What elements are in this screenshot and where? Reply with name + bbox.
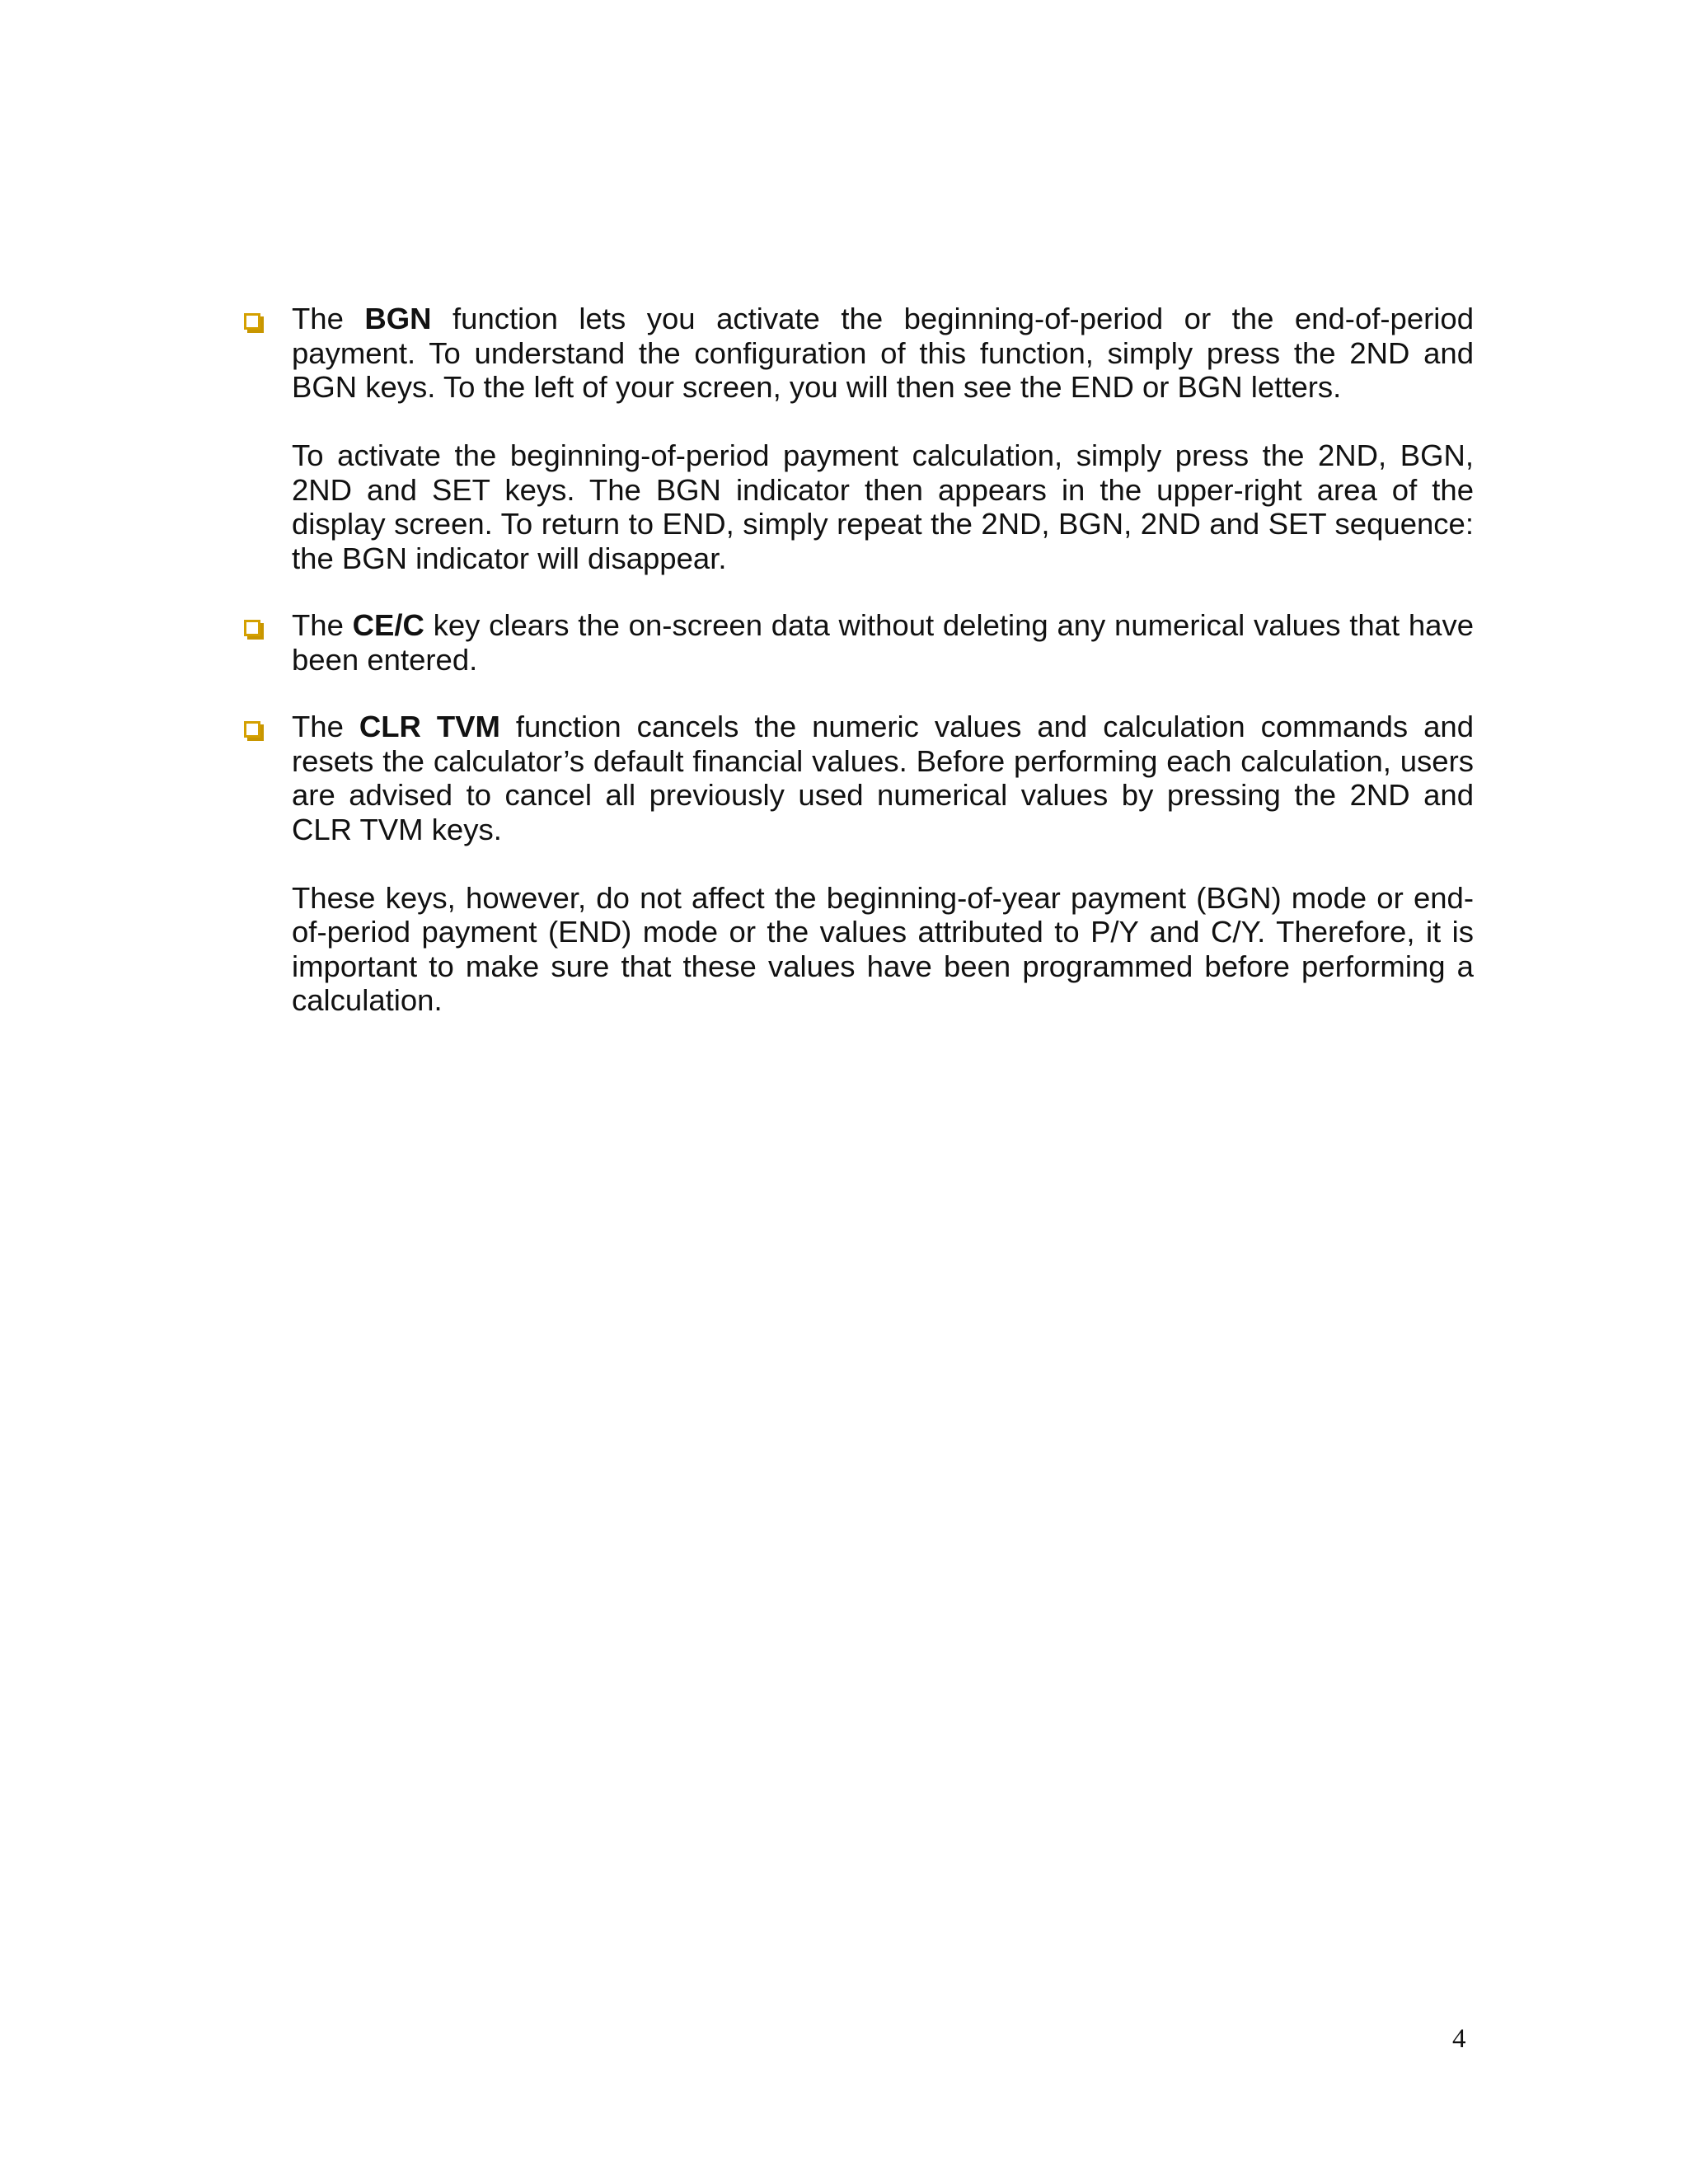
paragraph-text: function cancels the numeric values and calculation commands and resets the calculator’s default financial values. Before performing each calculation, users are advised to cancel all previously used numerical values by pressing the 2ND and CLR TVM keys.	[292, 710, 1474, 846]
bullet-item-clr-tvm	[241, 710, 1474, 1018]
bullet-item-bgn	[241, 302, 1474, 575]
bold-term: CLR TVM	[359, 710, 500, 743]
paragraph	[292, 710, 1474, 846]
bold-term: CE/C	[352, 608, 424, 642]
paragraph: To activate the beginning-of-period payment calculation, simply press the 2ND, BGN, 2ND and SET keys. The BGN indicator then appears in the upper-right area of the display screen. To return to END, simply repeat the 2ND, BGN, 2ND and SET sequence: the BGN indicator will disappear.	[292, 438, 1474, 575]
paragraph-text: The	[292, 608, 353, 642]
paragraph-text: key clears the on-screen data without deleting any numerical values that have been entered.	[292, 608, 1474, 677]
paragraph-text: function lets you activate the beginning-of-period or the end-of-period payment. To understand the configuration of this function, simply press the 2ND and BGN keys. To the left of your screen, you will then see the END or BGN letters.	[292, 302, 1474, 404]
paragraph: These keys, however, do not affect the beginning-of-year payment (BGN) mode or end-of-period payment (END) mode or the values attributed to P/Y and C/Y. Therefore, it is important to make sure that these values have been programmed before performing a calculation.	[292, 880, 1474, 1017]
bullet-item-cec	[241, 608, 1474, 677]
paragraph-text: The	[292, 710, 359, 743]
checkbox-bullet-icon	[244, 313, 260, 330]
paragraph	[292, 608, 1474, 677]
page-number: 4	[1452, 2024, 1466, 2054]
bold-term: BGN	[364, 302, 432, 335]
checkbox-bullet-icon	[244, 620, 260, 636]
paragraph	[292, 302, 1474, 405]
checkbox-bullet-icon	[244, 721, 260, 738]
paragraph-text: The	[292, 302, 365, 335]
document-body	[241, 302, 1474, 1051]
